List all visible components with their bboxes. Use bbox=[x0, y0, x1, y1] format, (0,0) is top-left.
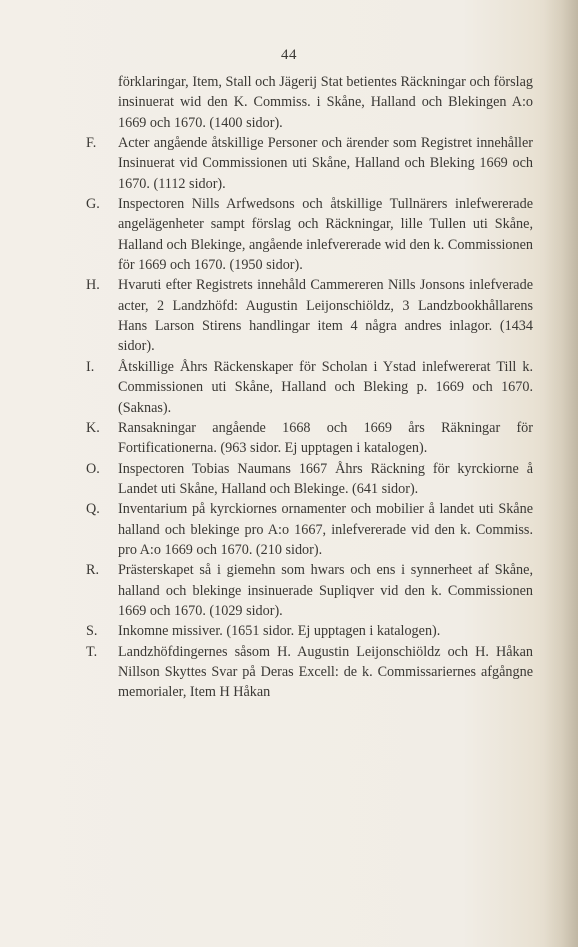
entry-text: Landzhöfdingernes såsom H. Augustin Leijonschiöldz och H. Håkan Nillson Skyttes Svar på Deras Excell: de k. Commissariernes afgångne memorialer, Item H Håkan bbox=[118, 643, 533, 701]
entry-q bbox=[86, 499, 533, 560]
entry-letter: G. bbox=[86, 196, 100, 213]
entry-letter: I. bbox=[86, 358, 95, 375]
entry-text: Inkomne missiver. (1651 sidor. Ej upptagen i katalogen). bbox=[118, 623, 441, 640]
entry-text: Inspectoren Tobias Naumans 1667 Åhrs Räckning för kyrckiorne å Landet uti Skåne, Halland och Blekinge. (641 sidor). bbox=[118, 460, 533, 497]
entry-letter: Q. bbox=[86, 501, 100, 518]
entry-text: Ransakningar angående 1668 och 1669 års Räkningar för Fortificationerna. (963 sidor. Ej upptagen i katalogen). bbox=[118, 419, 533, 457]
entry-k bbox=[86, 418, 533, 459]
entry-letter: R. bbox=[86, 562, 100, 579]
entry-letter: S. bbox=[86, 623, 98, 640]
entry-i bbox=[86, 357, 533, 418]
lead-paragraph: förklaringar, Item, Stall och Jägerij Stat betientes Räckningar och förslag insinuerat wid den K. Commiss. i Skåne, Halland och Blekingen A:o 1669 och 1670. (1400 sidor). bbox=[118, 74, 533, 131]
entry-text: Inventarium på kyrckiornes ornamenter och mobilier å landet uti Skåne halland och blekinge pro A:o 1667, inlefvererade vid den k. Commiss. pro A:o 1669 och 1670. (210 sidor). bbox=[118, 501, 533, 558]
entry-text: Åtskillige Åhrs Räckenskaper för Scholan i Ystad inlefwererat Till k. Commissionen uti Skåne, Halland och Bleking p. 1669 och 1670. (Saknas). bbox=[118, 358, 533, 416]
entry-f bbox=[86, 133, 533, 194]
entry-text: Acter angående åtskillige Personer och ärender som Registret innehåller Insinuerat vid Commissionen uti Skåne, Halland och Bleking 1669 och 1670. (1112 sidor). bbox=[118, 135, 533, 192]
entry-letter: F. bbox=[86, 135, 97, 152]
entry-text: Hvaruti efter Registrets innehåld Cammereren Nills Jonsons inlefverade acter, 2 Landzhöfd: Augustin Leijonschiöldz, 3 Landzbookhållarens Hans Larson Stirens handlingar item 4 några andres inlagor. (1434 sidor). bbox=[118, 277, 533, 355]
entry-letter: T. bbox=[86, 643, 98, 660]
entry-g bbox=[86, 194, 533, 275]
page-edge-shadow bbox=[544, 0, 578, 947]
entry-h bbox=[86, 275, 533, 356]
entry-text: Prästerskapet så i giemehn som hwars och ens i synnerheet af Skåne, halland och blekinge insinuerade Supliqver vid den k. Commissionen 1669 och 1670. (1029 sidor). bbox=[118, 562, 533, 619]
entry-o bbox=[86, 459, 533, 500]
entry-letter: H. bbox=[86, 277, 100, 294]
entry-text: Inspectoren Nills Arfwedsons och åtskillige Tullnärers inlefwererade angelägenheter sampt förslag och Räckningar, lille Tullen uti Skåne, Halland och Blekinge, angående inlefvererade wid den k. Commissionen för 1669 och 1670. (1950 sidor). bbox=[118, 196, 533, 274]
entry-letter: K. bbox=[86, 419, 100, 436]
entry-r bbox=[86, 560, 533, 621]
entry-t bbox=[86, 642, 533, 703]
entry-letter: O. bbox=[86, 460, 100, 477]
entry-s bbox=[86, 621, 533, 641]
page-number: 44 bbox=[281, 47, 297, 63]
text-body bbox=[86, 72, 533, 703]
